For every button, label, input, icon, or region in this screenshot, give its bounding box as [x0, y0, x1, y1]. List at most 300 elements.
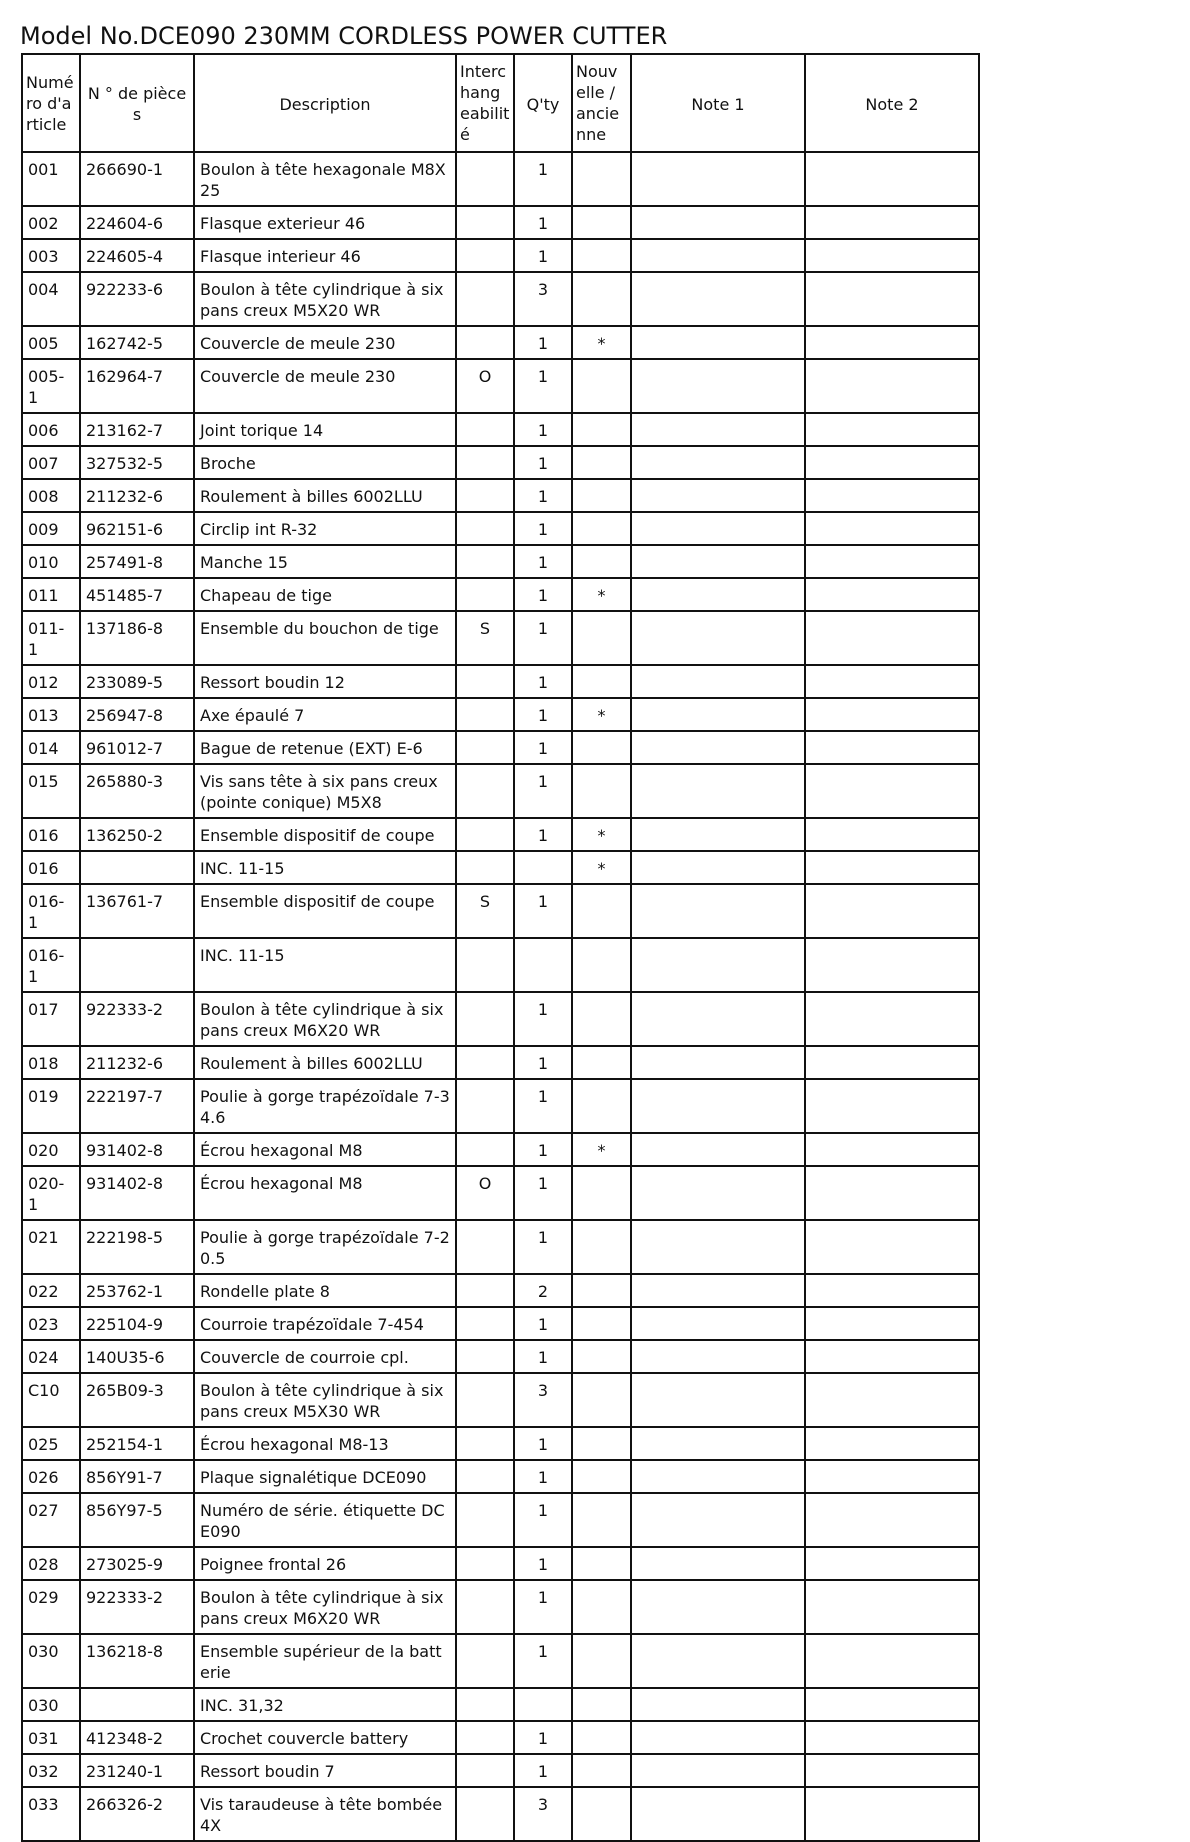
cell-interchangeability [456, 413, 514, 446]
cell-note-1 [631, 992, 805, 1046]
table-row [22, 1220, 979, 1274]
cell-item-number-text: 016 [28, 859, 59, 878]
cell-description [194, 1547, 456, 1580]
cell-item-number-text: 007 [28, 454, 59, 473]
cell-description-text: Écrou hexagonal M8 [200, 1141, 363, 1160]
cell-note-1 [631, 413, 805, 446]
cell-note-1 [631, 1721, 805, 1754]
cell-part-number-text: 224605-4 [86, 247, 164, 266]
cell-note-1-text [632, 1047, 804, 1057]
cell-note-1 [631, 1340, 805, 1373]
cell-new-old-text: * [597, 334, 606, 353]
cell-item-number [22, 1373, 80, 1427]
cell-description-text: Broche [200, 454, 256, 473]
table-row [22, 1079, 979, 1133]
cell-new-old-text [573, 1722, 630, 1732]
cell-part-number-text: 922233-6 [86, 280, 164, 299]
cell-note-2 [805, 1220, 979, 1274]
cell-quantity [514, 884, 572, 938]
cell-quantity [514, 1547, 572, 1580]
cell-quantity [514, 1166, 572, 1220]
cell-item-number [22, 1079, 80, 1133]
cell-part-number-text: 266326-2 [86, 1795, 164, 1814]
cell-note-1 [631, 1220, 805, 1274]
cell-item-number-text: 017 [28, 1000, 59, 1019]
table-row [22, 1166, 979, 1220]
cell-description [194, 326, 456, 359]
cell-description [194, 446, 456, 479]
cell-note-2-text [806, 480, 978, 490]
cell-description [194, 1427, 456, 1460]
cell-interchangeability-text [457, 1308, 513, 1318]
cell-part-number [80, 851, 194, 884]
cell-note-2 [805, 938, 979, 992]
cell-note-2 [805, 1754, 979, 1787]
cell-description-text: Manche 15 [200, 553, 288, 572]
cell-description [194, 731, 456, 764]
cell-interchangeability-text: S [479, 892, 491, 911]
cell-quantity [514, 512, 572, 545]
cell-description [194, 272, 456, 326]
cell-part-number-text: 257491-8 [86, 553, 164, 572]
cell-part-number [80, 1133, 194, 1166]
cell-note-2-text [806, 1275, 978, 1285]
cell-interchangeability [456, 545, 514, 578]
cell-note-2-text [806, 765, 978, 775]
cell-interchangeability [456, 326, 514, 359]
cell-description [194, 206, 456, 239]
table-row [22, 1547, 979, 1580]
table-row [22, 1133, 979, 1166]
cell-note-2-text [806, 327, 978, 337]
cell-item-number-text: 013 [28, 706, 59, 725]
cell-part-number [80, 239, 194, 272]
cell-new-old [572, 1493, 631, 1547]
cell-new-old-text [573, 1428, 630, 1438]
cell-quantity-text: 1 [537, 553, 549, 572]
cell-note-1 [631, 359, 805, 413]
cell-part-number-text: 327532-5 [86, 454, 164, 473]
cell-item-number-text: 023 [28, 1315, 59, 1334]
cell-quantity-text: 1 [537, 586, 549, 605]
cell-note-1-text [632, 579, 804, 589]
cell-note-1 [631, 851, 805, 884]
cell-description [194, 1460, 456, 1493]
cell-note-1 [631, 1373, 805, 1427]
cell-item-number [22, 1634, 80, 1688]
cell-description [194, 1754, 456, 1787]
cell-note-1 [631, 1688, 805, 1721]
cell-note-1-text [632, 546, 804, 556]
table-row [22, 413, 979, 446]
cell-new-old-text: * [597, 826, 606, 845]
cell-note-1-text [632, 885, 804, 895]
cell-note-1 [631, 731, 805, 764]
cell-item-number-text: 019 [28, 1087, 59, 1106]
table-row [22, 1307, 979, 1340]
cell-note-2 [805, 446, 979, 479]
cell-part-number [80, 1220, 194, 1274]
cell-part-number-text: 922333-2 [86, 1588, 164, 1607]
cell-interchangeability-text [457, 273, 513, 283]
cell-new-old-text [573, 1635, 630, 1645]
cell-item-number-text: 015 [28, 772, 59, 791]
table-row [22, 272, 979, 326]
table-row [22, 818, 979, 851]
cell-quantity-text: 1 [537, 454, 549, 473]
cell-note-1 [631, 698, 805, 731]
cell-new-old [572, 206, 631, 239]
cell-part-number-text: 962151-6 [86, 520, 164, 539]
cell-note-2 [805, 512, 979, 545]
cell-new-old [572, 1634, 631, 1688]
cell-part-number [80, 992, 194, 1046]
column-header-part-number: N ° de pièces [80, 54, 194, 152]
cell-interchangeability-text [457, 513, 513, 523]
cell-part-number [80, 446, 194, 479]
cell-note-1 [631, 1634, 805, 1688]
cell-part-number [80, 413, 194, 446]
cell-item-number [22, 992, 80, 1046]
cell-part-number [80, 1307, 194, 1340]
cell-part-number [80, 1493, 194, 1547]
cell-description-text: Poulie à gorge trapézoïdale 7-20.5 [200, 1228, 450, 1268]
cell-item-number [22, 1688, 80, 1721]
cell-note-1-text [632, 240, 804, 250]
cell-note-2-text [806, 360, 978, 370]
parts-table [21, 53, 980, 1842]
cell-note-2-text [806, 885, 978, 895]
cell-description-text: Poignee frontal 26 [200, 1555, 347, 1574]
cell-quantity [514, 764, 572, 818]
cell-description [194, 545, 456, 578]
table-row [22, 206, 979, 239]
cell-item-number [22, 1580, 80, 1634]
cell-quantity-text: 1 [537, 619, 549, 638]
cell-item-number [22, 611, 80, 665]
cell-new-old-text [573, 546, 630, 556]
table-row [22, 1373, 979, 1427]
cell-item-number [22, 665, 80, 698]
cell-description [194, 938, 456, 992]
cell-item-number [22, 326, 80, 359]
cell-quantity-text: 1 [537, 1141, 549, 1160]
cell-quantity [514, 1373, 572, 1427]
cell-description-text: Plaque signalétique DCE090 [200, 1468, 427, 1487]
cell-note-1-text [632, 1428, 804, 1438]
cell-item-number [22, 446, 80, 479]
cell-quantity-text: 1 [537, 1315, 549, 1334]
cell-note-1 [631, 1427, 805, 1460]
cell-part-number [80, 665, 194, 698]
cell-interchangeability-text [457, 447, 513, 457]
cell-interchangeability [456, 1721, 514, 1754]
cell-note-2-text [806, 240, 978, 250]
cell-new-old [572, 1580, 631, 1634]
cell-note-2 [805, 851, 979, 884]
cell-description-text: Ensemble du bouchon de tige [200, 619, 439, 638]
cell-item-number [22, 1340, 80, 1373]
cell-note-2 [805, 1307, 979, 1340]
parts-table-body [22, 152, 979, 1841]
cell-part-number-text: 233089-5 [86, 673, 164, 692]
cell-new-old [572, 413, 631, 446]
cell-item-number-text: 022 [28, 1282, 59, 1301]
cell-quantity [514, 326, 572, 359]
cell-note-2-text [806, 1755, 978, 1765]
cell-note-1 [631, 545, 805, 578]
cell-part-number [80, 764, 194, 818]
cell-note-1 [631, 272, 805, 326]
cell-new-old [572, 1307, 631, 1340]
cell-new-old [572, 938, 631, 992]
cell-item-number [22, 1220, 80, 1274]
cell-item-number-text: 030 [28, 1642, 59, 1661]
table-row [22, 1493, 979, 1547]
column-header-description: Description [194, 54, 456, 152]
cell-note-2-text [806, 852, 978, 862]
cell-part-number [80, 152, 194, 206]
table-row [22, 698, 979, 731]
cell-note-1 [631, 1493, 805, 1547]
cell-new-old [572, 359, 631, 413]
cell-part-number-text: 136250-2 [86, 826, 164, 845]
cell-new-old-text [573, 1275, 630, 1285]
cell-quantity-text: 1 [537, 706, 549, 725]
cell-interchangeability [456, 665, 514, 698]
cell-note-1-text [632, 480, 804, 490]
cell-note-2 [805, 1373, 979, 1427]
cell-note-1-text [632, 699, 804, 709]
cell-interchangeability [456, 1133, 514, 1166]
cell-new-old-text [573, 1047, 630, 1057]
cell-note-2 [805, 359, 979, 413]
cell-interchangeability-text [457, 1080, 513, 1090]
cell-note-1-text [632, 1722, 804, 1732]
cell-note-1-text [632, 1341, 804, 1351]
cell-interchangeability-text [457, 993, 513, 1003]
table-row [22, 938, 979, 992]
cell-item-number-text: 001 [28, 160, 59, 179]
cell-note-2 [805, 239, 979, 272]
cell-interchangeability-text [457, 480, 513, 490]
cell-quantity-text: 1 [537, 1174, 549, 1193]
cell-note-2-text [806, 1689, 978, 1699]
cell-note-2 [805, 1721, 979, 1754]
cell-note-1-text [632, 1494, 804, 1504]
cell-interchangeability [456, 851, 514, 884]
cell-interchangeability [456, 1547, 514, 1580]
cell-interchangeability [456, 1634, 514, 1688]
cell-note-1-text [632, 1308, 804, 1318]
cell-description-text: Crochet couvercle battery [200, 1729, 409, 1748]
cell-description-text: INC. 11-15 [200, 946, 285, 965]
cell-interchangeability [456, 1688, 514, 1721]
cell-item-number [22, 1166, 80, 1220]
cell-quantity-text: 1 [537, 1468, 549, 1487]
cell-new-old-text [573, 1755, 630, 1765]
cell-note-1 [631, 938, 805, 992]
cell-interchangeability-text [457, 1047, 513, 1057]
cell-new-old [572, 1166, 631, 1220]
cell-note-2-text [806, 612, 978, 622]
cell-new-old [572, 1547, 631, 1580]
cell-quantity [514, 665, 572, 698]
cell-note-2-text [806, 414, 978, 424]
cell-interchangeability-text [457, 765, 513, 775]
cell-item-number [22, 152, 80, 206]
cell-interchangeability [456, 1340, 514, 1373]
page-title: Model No.DCE090 230MM CORDLESS POWER CUTTER [20, 22, 668, 50]
cell-note-2 [805, 992, 979, 1046]
cell-item-number-text: 008 [28, 487, 59, 506]
cell-quantity [514, 1427, 572, 1460]
cell-note-1-text [632, 1134, 804, 1144]
cell-interchangeability [456, 992, 514, 1046]
cell-part-number [80, 611, 194, 665]
cell-interchangeability [456, 1580, 514, 1634]
cell-part-number [80, 1721, 194, 1754]
cell-item-number-text: 010 [28, 553, 59, 572]
cell-quantity [514, 206, 572, 239]
cell-new-old-text: * [597, 706, 606, 725]
cell-note-1-text [632, 1275, 804, 1285]
cell-note-2 [805, 1493, 979, 1547]
cell-description-text: Flasque exterieur 46 [200, 214, 366, 233]
cell-description-text: Boulon à tête cylindrique à six pans creux M6X20 WR [200, 1588, 444, 1628]
cell-quantity [514, 1460, 572, 1493]
cell-note-2-text [806, 1047, 978, 1057]
cell-description-text: Vis sans tête à six pans creux (pointe conique) M5X8 [200, 772, 438, 812]
cell-part-number-text: 162742-5 [86, 334, 164, 353]
cell-part-number-text: 211232-6 [86, 487, 164, 506]
cell-description-text: Poulie à gorge trapézoïdale 7-34.6 [200, 1087, 450, 1127]
cell-new-old [572, 1427, 631, 1460]
cell-interchangeability [456, 578, 514, 611]
cell-quantity [514, 239, 572, 272]
cell-quantity-text [515, 1689, 571, 1699]
table-row [22, 731, 979, 764]
cell-note-1 [631, 1079, 805, 1133]
cell-note-1-text [632, 612, 804, 622]
cell-new-old-text: * [597, 859, 606, 878]
cell-quantity-text: 1 [537, 160, 549, 179]
cell-new-old-text [573, 1341, 630, 1351]
cell-quantity-text: 1 [537, 1087, 549, 1106]
table-row [22, 1274, 979, 1307]
cell-description-text: Vis taraudeuse à tête bombée 4X [200, 1795, 443, 1835]
cell-item-number [22, 1493, 80, 1547]
cell-note-2 [805, 152, 979, 206]
cell-part-number-text: 222198-5 [86, 1228, 164, 1247]
cell-description [194, 1580, 456, 1634]
cell-note-2 [805, 1274, 979, 1307]
cell-item-number-text: 011 [28, 586, 59, 605]
cell-description [194, 698, 456, 731]
cell-part-number [80, 1166, 194, 1220]
cell-interchangeability-text [457, 1134, 513, 1144]
cell-part-number-text: 136761-7 [86, 892, 164, 911]
cell-new-old [572, 1079, 631, 1133]
cell-interchangeability-text: S [479, 619, 491, 638]
cell-part-number-text: 224604-6 [86, 214, 164, 233]
cell-description [194, 1340, 456, 1373]
cell-interchangeability [456, 1307, 514, 1340]
cell-note-1 [631, 611, 805, 665]
cell-quantity [514, 1580, 572, 1634]
cell-description-text: Courroie trapézoïdale 7-454 [200, 1315, 424, 1334]
cell-interchangeability-text [457, 1461, 513, 1471]
cell-part-number [80, 731, 194, 764]
cell-description-text: Rondelle plate 8 [200, 1282, 330, 1301]
cell-quantity [514, 413, 572, 446]
cell-note-2 [805, 1460, 979, 1493]
cell-item-number [22, 1754, 80, 1787]
cell-description-text: Chapeau de tige [200, 586, 332, 605]
cell-note-1-text [632, 1635, 804, 1645]
cell-part-number-text: 252154-1 [86, 1435, 164, 1454]
cell-new-old [572, 1460, 631, 1493]
table-row [22, 1340, 979, 1373]
cell-new-old-text [573, 414, 630, 424]
cell-quantity-text: 1 [537, 826, 549, 845]
cell-quantity [514, 1634, 572, 1688]
cell-item-number-text: 033 [28, 1795, 59, 1814]
cell-new-old-text [573, 1689, 630, 1699]
cell-description [194, 851, 456, 884]
cell-note-2-text [806, 939, 978, 949]
cell-description [194, 1274, 456, 1307]
cell-interchangeability-text [457, 1689, 513, 1699]
cell-interchangeability-text: O [478, 1174, 492, 1193]
cell-new-old-text [573, 612, 630, 622]
cell-note-1 [631, 665, 805, 698]
cell-note-2 [805, 545, 979, 578]
cell-part-number [80, 359, 194, 413]
cell-interchangeability-text [457, 1635, 513, 1645]
cell-part-number-text: 265B09-3 [86, 1381, 164, 1400]
cell-description [194, 1493, 456, 1547]
cell-note-2 [805, 764, 979, 818]
cell-quantity [514, 1079, 572, 1133]
cell-part-number [80, 206, 194, 239]
cell-item-number-text: 021 [28, 1228, 59, 1247]
cell-quantity-text: 1 [537, 214, 549, 233]
cell-quantity-text: 1 [537, 739, 549, 758]
cell-new-old-text [573, 939, 630, 949]
cell-description [194, 1166, 456, 1220]
cell-item-number-text: 014 [28, 739, 59, 758]
cell-part-number-text: 211232-6 [86, 1054, 164, 1073]
cell-interchangeability-text [457, 732, 513, 742]
cell-interchangeability-text [457, 1788, 513, 1798]
cell-note-2-text [806, 732, 978, 742]
table-row [22, 851, 979, 884]
cell-description-text: Roulement à billes 6002LLU [200, 1054, 423, 1073]
cell-new-old [572, 479, 631, 512]
cell-quantity-text: 1 [537, 1588, 549, 1607]
cell-note-2 [805, 731, 979, 764]
cell-description [194, 359, 456, 413]
cell-item-number [22, 239, 80, 272]
cell-quantity [514, 1754, 572, 1787]
cell-new-old [572, 665, 631, 698]
cell-note-2-text [806, 1374, 978, 1384]
cell-description-text: Boulon à tête cylindrique à six pans creux M6X20 WR [200, 1000, 444, 1040]
cell-new-old-text [573, 1461, 630, 1471]
cell-note-1 [631, 884, 805, 938]
cell-interchangeability-text [457, 1341, 513, 1351]
